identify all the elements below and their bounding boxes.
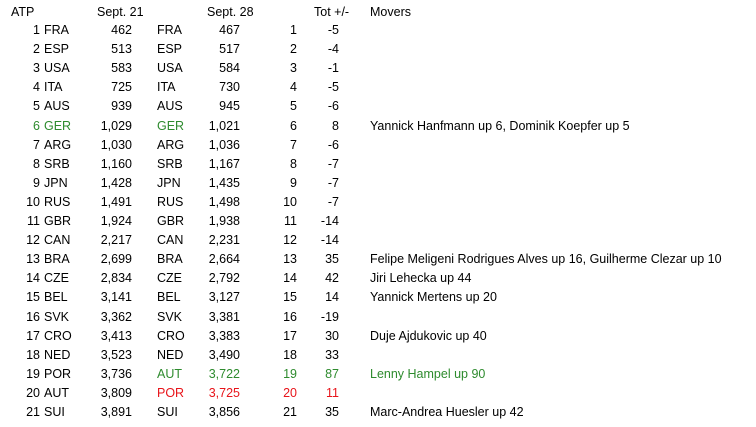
country-sept21: NED — [44, 347, 71, 362]
country-sept21: USA — [44, 61, 70, 76]
rank-sept21: 8 — [33, 156, 40, 171]
points-sept28: 3,381 — [208, 309, 240, 324]
header-sept28: Sept. 28 — [207, 5, 254, 19]
points-sept21: 3,736 — [100, 366, 132, 381]
country-sept21: BEL — [44, 290, 68, 305]
rank-sept21: 19 — [26, 366, 40, 381]
movers-text: Jiri Lehecka up 44 — [370, 271, 472, 286]
points-sept21: 3,362 — [100, 309, 132, 324]
rank-sept28: 3 — [290, 61, 297, 76]
country-sept21: AUT — [44, 385, 69, 400]
tot-change: -14 — [320, 233, 339, 248]
points-sept28: 3,490 — [208, 347, 240, 362]
points-sept21: 1,491 — [100, 194, 132, 209]
country-sept28: NED — [157, 347, 184, 362]
points-sept21: 725 — [111, 80, 132, 95]
points-sept21: 1,030 — [100, 137, 132, 152]
tot-change: -7 — [327, 194, 339, 209]
table-row — [0, 403, 756, 422]
movers-text: Yannick Mertens up 20 — [370, 290, 497, 305]
rank-sept28: 13 — [283, 252, 297, 267]
points-sept21: 2,834 — [100, 271, 132, 286]
country-sept28: JPN — [157, 175, 181, 190]
table-row — [0, 269, 756, 288]
table-row — [0, 231, 756, 250]
country-sept21: RUS — [44, 194, 71, 209]
header-tot: Tot +/- — [314, 5, 350, 19]
rank-sept28: 12 — [283, 233, 297, 248]
table-row — [0, 327, 756, 346]
tot-change: 35 — [325, 405, 339, 419]
movers-text: Yannick Hanfmann up 6, Dominik Koepfer up 5 — [370, 118, 630, 133]
table-row — [0, 21, 756, 40]
country-sept28: ARG — [157, 137, 185, 152]
points-sept21: 2,699 — [100, 252, 132, 267]
country-sept21: CRO — [44, 328, 72, 343]
points-sept28: 2,231 — [208, 233, 240, 248]
rank-sept21: 11 — [27, 214, 40, 228]
rank-sept21: 15 — [26, 290, 40, 305]
points-sept21: 462 — [111, 23, 132, 37]
rank-sept28: 5 — [290, 99, 297, 114]
country-sept28: BRA — [157, 252, 183, 267]
points-sept28: 1,435 — [208, 175, 240, 190]
rank-sept28: 9 — [290, 175, 297, 190]
rank-sept28: 17 — [283, 328, 297, 343]
points-sept21: 939 — [111, 99, 132, 114]
rank-sept28: 11 — [284, 214, 297, 228]
points-sept28: 1,167 — [208, 156, 240, 171]
rank-sept21: 4 — [33, 80, 40, 95]
points-sept28: 945 — [219, 99, 240, 114]
points-sept21: 3,523 — [100, 347, 132, 362]
points-sept28: 2,664 — [208, 252, 240, 267]
table-row — [0, 193, 756, 212]
points-sept21: 3,141 — [100, 290, 132, 305]
tot-change: 14 — [325, 290, 339, 305]
points-sept21: 1,029 — [100, 118, 132, 133]
rank-sept21: 14 — [26, 271, 40, 286]
table-row — [0, 384, 756, 403]
rank-sept21: 21 — [26, 405, 40, 419]
rank-sept21: 16 — [26, 309, 40, 324]
tot-change: 35 — [325, 252, 339, 267]
country-sept21: ITA — [44, 80, 63, 95]
country-sept28: RUS — [157, 194, 184, 209]
points-sept28: 2,792 — [208, 271, 240, 286]
points-sept21: 3,809 — [100, 385, 132, 400]
header-movers: Movers — [370, 5, 411, 19]
points-sept21: 583 — [111, 61, 132, 76]
table-row — [0, 117, 756, 136]
tot-change: -7 — [327, 175, 339, 190]
table-row — [0, 40, 756, 59]
tot-change: -1 — [327, 61, 339, 76]
points-sept28: 1,021 — [208, 118, 240, 133]
points-sept28: 3,725 — [208, 385, 240, 400]
rank-sept21: 9 — [33, 175, 40, 190]
table-row — [0, 212, 756, 231]
country-sept21: SVK — [44, 309, 70, 324]
tot-change: -5 — [327, 23, 339, 37]
tot-change: -6 — [327, 137, 339, 152]
rank-sept21: 6 — [33, 118, 40, 133]
points-sept28: 730 — [219, 80, 240, 95]
country-sept21: AUS — [44, 99, 70, 114]
points-sept28: 517 — [219, 42, 240, 57]
country-sept21: FRA — [44, 23, 69, 37]
rank-sept21: 12 — [26, 233, 40, 248]
table-row — [0, 136, 756, 155]
rank-sept28: 4 — [290, 80, 297, 95]
rank-sept28: 7 — [290, 137, 297, 152]
rank-sept21: 2 — [33, 42, 40, 57]
tot-change: 8 — [332, 118, 339, 133]
rank-sept28: 1 — [290, 23, 297, 37]
rank-sept28: 10 — [283, 194, 297, 209]
rank-sept21: 18 — [26, 347, 40, 362]
movers-text: Duje Ajdukovic up 40 — [370, 328, 487, 343]
rank-sept21: 3 — [33, 61, 40, 76]
rank-sept21: 5 — [33, 99, 40, 114]
country-sept28: USA — [157, 61, 183, 76]
country-sept28: ESP — [157, 42, 183, 57]
points-sept28: 3,383 — [208, 328, 240, 343]
country-sept28: SUI — [157, 405, 178, 419]
points-sept28: 1,938 — [208, 214, 240, 228]
table-row — [0, 97, 756, 116]
rank-sept28: 15 — [283, 290, 297, 305]
tot-change: -6 — [327, 99, 339, 114]
header-atp: ATP — [11, 5, 35, 19]
tot-change: 30 — [325, 328, 339, 343]
country-sept28: GBR — [157, 214, 185, 228]
country-sept28: FRA — [157, 23, 182, 37]
rank-sept28: 2 — [290, 42, 297, 57]
points-sept21: 2,217 — [100, 233, 132, 248]
points-sept28: 3,127 — [208, 290, 240, 305]
movers-text: Marc-Andrea Huesler up 42 — [370, 405, 524, 419]
points-sept21: 3,413 — [100, 328, 132, 343]
points-sept28: 467 — [219, 23, 240, 37]
country-sept21: ARG — [44, 137, 72, 152]
country-sept28: CAN — [157, 233, 184, 248]
points-sept28: 1,498 — [208, 194, 240, 209]
country-sept21: JPN — [44, 175, 68, 190]
table-row — [0, 250, 756, 269]
country-sept21: CZE — [44, 271, 69, 286]
rank-sept28: 18 — [283, 347, 297, 362]
tot-change: 11 — [326, 385, 339, 400]
country-sept21: POR — [44, 366, 72, 381]
country-sept28: GER — [157, 118, 185, 133]
table-row — [0, 174, 756, 193]
country-sept21: BRA — [44, 252, 70, 267]
rank-sept21: 10 — [26, 194, 40, 209]
country-sept28: SVK — [157, 309, 183, 324]
points-sept28: 3,722 — [208, 366, 240, 381]
movers-text: Lenny Hampel up 90 — [370, 366, 486, 381]
rank-sept21: 1 — [33, 23, 40, 37]
header-sept21: Sept. 21 — [97, 5, 144, 19]
tot-change: -19 — [320, 309, 339, 324]
points-sept21: 513 — [111, 42, 132, 57]
points-sept28: 3,856 — [208, 405, 240, 419]
table-row — [0, 365, 756, 384]
tot-change: 87 — [325, 366, 339, 381]
rank-sept28: 20 — [283, 385, 297, 400]
points-sept21: 3,891 — [100, 405, 132, 419]
table-row — [0, 155, 756, 174]
rank-sept28: 8 — [290, 156, 297, 171]
tot-change: 42 — [325, 271, 339, 286]
rank-sept28: 14 — [283, 271, 297, 286]
tot-change: -14 — [320, 214, 339, 228]
tot-change: -5 — [327, 80, 339, 95]
rank-sept28: 16 — [283, 309, 297, 324]
points-sept21: 1,924 — [100, 214, 132, 228]
country-sept28: CZE — [157, 271, 182, 286]
country-sept28: POR — [157, 385, 185, 400]
rank-sept21: 7 — [33, 137, 40, 152]
country-sept21: SUI — [44, 405, 65, 419]
country-sept28: ITA — [157, 80, 176, 95]
country-sept21: GBR — [44, 214, 72, 228]
country-sept21: ESP — [44, 42, 70, 57]
movers-text: Felipe Meligeni Rodrigues Alves up 16, Guilherme Clezar up 10 — [370, 252, 722, 267]
table-row — [0, 346, 756, 365]
country-sept28: CRO — [157, 328, 185, 343]
tot-change: 33 — [325, 347, 339, 362]
rank-sept28: 21 — [283, 405, 297, 419]
rank-sept28: 6 — [290, 118, 297, 133]
country-sept21: GER — [44, 118, 72, 133]
country-sept28: SRB — [157, 156, 183, 171]
country-sept21: CAN — [44, 233, 71, 248]
country-sept28: BEL — [157, 290, 181, 305]
tot-change: -7 — [327, 156, 339, 171]
tot-change: -4 — [327, 42, 339, 57]
table-row — [0, 59, 756, 78]
points-sept21: 1,160 — [100, 156, 132, 171]
country-sept28: AUT — [157, 366, 182, 381]
rank-sept21: 13 — [26, 252, 40, 267]
country-sept28: AUS — [157, 99, 183, 114]
points-sept28: 1,036 — [208, 137, 240, 152]
rank-sept21: 20 — [26, 385, 40, 400]
points-sept21: 1,428 — [100, 175, 132, 190]
country-sept21: SRB — [44, 156, 70, 171]
table-row — [0, 288, 756, 307]
table-row — [0, 78, 756, 97]
table-row — [0, 308, 756, 327]
points-sept28: 584 — [219, 61, 240, 76]
rank-sept21: 17 — [26, 328, 40, 343]
rank-sept28: 19 — [283, 366, 297, 381]
